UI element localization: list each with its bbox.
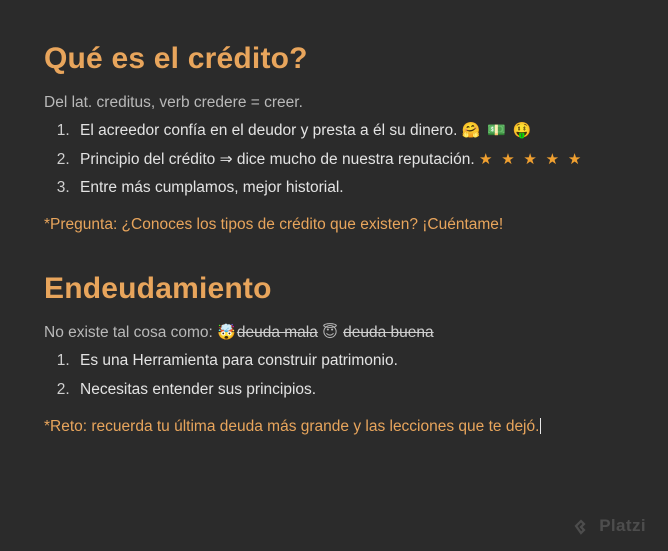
list-item <box>74 119 624 143</box>
section-subtitle-credito: Del lat. creditus, verb credere = creer. <box>44 93 303 111</box>
section-heading-endeudamiento: Endeudamiento <box>44 272 272 306</box>
strikethrough-deuda-buena: deuda buena <box>343 323 434 341</box>
halo-face-icon: 😇 <box>322 322 339 341</box>
list-item-text: Necesitas entender sus principios. <box>80 381 317 399</box>
list-item <box>74 378 624 402</box>
section-heading-credito: Qué es el crédito? <box>44 42 308 75</box>
list-item <box>74 148 624 172</box>
section-spacer <box>44 236 624 260</box>
list-item-text: Entre más cumplamos, mejor historial. <box>80 179 344 197</box>
callout-reto-text: *Reto: recuerda tu última deuda más grande y las lecciones que te dejó. <box>44 417 540 435</box>
callout-pregunta: *Pregunta: ¿Conoces los tipos de crédito que existen? ¡Cuéntame! <box>44 215 504 233</box>
platzi-wordmark: Platzi <box>599 516 646 535</box>
list-item-text: El acreedor confía en el deudor y presta a él su dinero. <box>80 122 458 140</box>
list-item-text: Es una Herramienta para construir patrimonio. <box>80 352 398 370</box>
strikethrough-deuda-mala: deuda mala <box>236 323 318 341</box>
platzi-watermark <box>570 515 646 537</box>
star-rating-icon: ★ ★ ★ ★ ★ <box>479 149 584 168</box>
emoji-group: 🤗 💵 🤑 <box>461 121 533 140</box>
subtitle-prefix: No existe tal cosa como: <box>44 323 213 341</box>
list-item <box>74 349 624 373</box>
list-item <box>74 176 624 200</box>
list-item-text: Principio del crédito ⇒ dice mucho de nuestra reputación. <box>80 150 475 168</box>
exploding-head-icon: 🤯 <box>217 322 237 341</box>
callout-reto <box>44 416 624 438</box>
endeudamiento-list <box>44 349 624 401</box>
platzi-logo-icon <box>570 515 592 537</box>
text-cursor <box>540 418 541 434</box>
credito-list <box>44 119 624 200</box>
section-subtitle-endeudamiento <box>44 322 624 344</box>
